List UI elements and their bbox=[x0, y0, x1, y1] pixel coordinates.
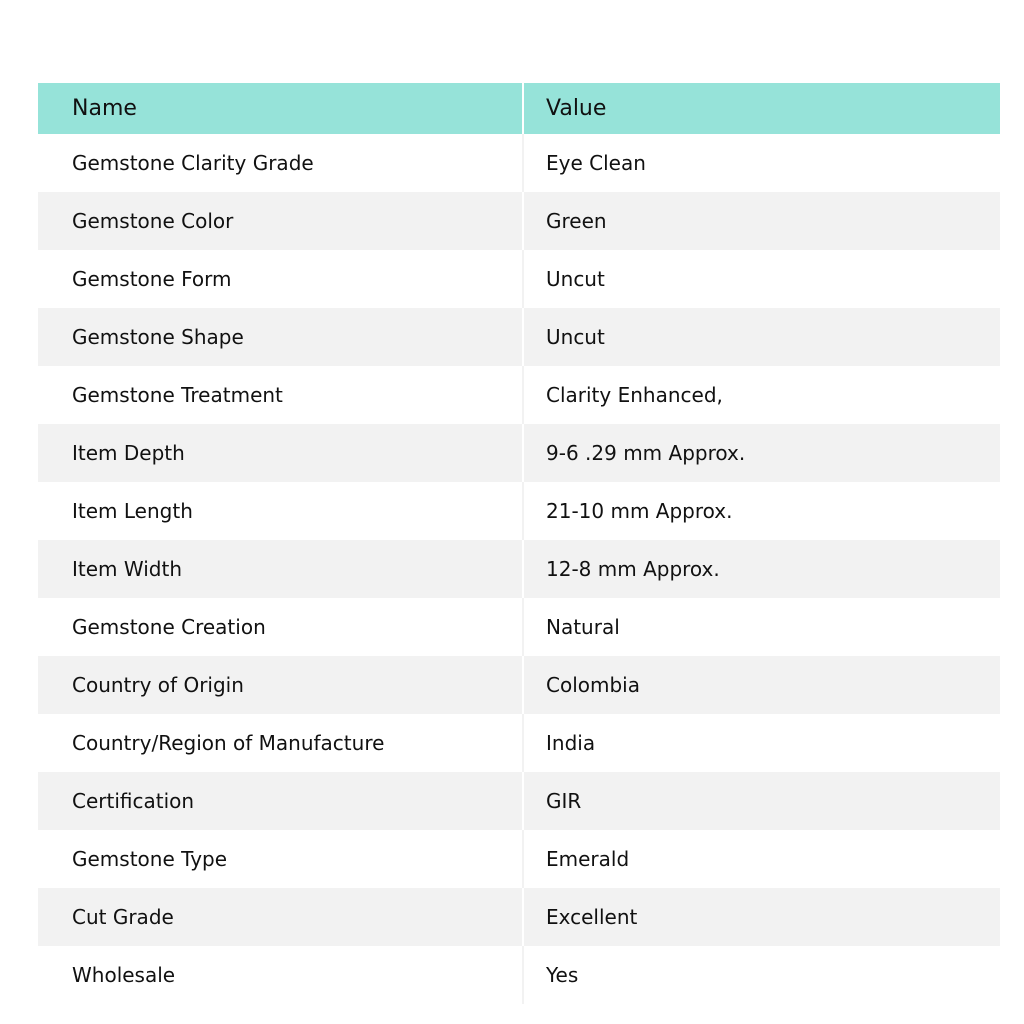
table-row bbox=[38, 830, 1000, 888]
row-name-cell: Gemstone Clarity Grade bbox=[38, 134, 523, 192]
column-header-name: Name bbox=[38, 83, 523, 134]
row-name-cell: Item Width bbox=[38, 540, 523, 598]
specifications-table bbox=[38, 83, 1000, 1004]
row-name-cell: Gemstone Color bbox=[38, 192, 523, 250]
row-name-cell: Gemstone Treatment bbox=[38, 366, 523, 424]
table-row bbox=[38, 714, 1000, 772]
row-value-cell: 9-6 .29 mm Approx. bbox=[523, 424, 1000, 482]
row-value-cell: India bbox=[523, 714, 1000, 772]
row-name-cell: Country/Region of Manufacture bbox=[38, 714, 523, 772]
row-name-cell: Cut Grade bbox=[38, 888, 523, 946]
table-row bbox=[38, 192, 1000, 250]
table-row bbox=[38, 366, 1000, 424]
table-row bbox=[38, 424, 1000, 482]
table-row bbox=[38, 656, 1000, 714]
table-row bbox=[38, 134, 1000, 192]
row-name-cell: Gemstone Form bbox=[38, 250, 523, 308]
row-name-cell: Wholesale bbox=[38, 946, 523, 1004]
table-row bbox=[38, 308, 1000, 366]
row-name-cell: Gemstone Type bbox=[38, 830, 523, 888]
table-row bbox=[38, 772, 1000, 830]
row-value-cell: 21-10 mm Approx. bbox=[523, 482, 1000, 540]
column-header-value: Value bbox=[523, 83, 1000, 134]
table-row bbox=[38, 482, 1000, 540]
table-body bbox=[38, 134, 1000, 1004]
table-header bbox=[38, 83, 1000, 134]
table-row bbox=[38, 946, 1000, 1004]
table-row bbox=[38, 888, 1000, 946]
row-name-cell: Item Length bbox=[38, 482, 523, 540]
row-name-cell: Item Depth bbox=[38, 424, 523, 482]
row-value-cell: Emerald bbox=[523, 830, 1000, 888]
table-row bbox=[38, 250, 1000, 308]
row-value-cell: Natural bbox=[523, 598, 1000, 656]
row-value-cell: Eye Clean bbox=[523, 134, 1000, 192]
row-value-cell: Clarity Enhanced, bbox=[523, 366, 1000, 424]
row-value-cell: Green bbox=[523, 192, 1000, 250]
row-value-cell: Uncut bbox=[523, 250, 1000, 308]
header-row bbox=[38, 83, 1000, 134]
row-name-cell: Certification bbox=[38, 772, 523, 830]
row-name-cell: Gemstone Shape bbox=[38, 308, 523, 366]
table-row bbox=[38, 540, 1000, 598]
row-name-cell: Country of Origin bbox=[38, 656, 523, 714]
row-value-cell: Excellent bbox=[523, 888, 1000, 946]
row-name-cell: Gemstone Creation bbox=[38, 598, 523, 656]
row-value-cell: Uncut bbox=[523, 308, 1000, 366]
table-row bbox=[38, 598, 1000, 656]
row-value-cell: Yes bbox=[523, 946, 1000, 1004]
row-value-cell: GIR bbox=[523, 772, 1000, 830]
row-value-cell: Colombia bbox=[523, 656, 1000, 714]
row-value-cell: 12-8 mm Approx. bbox=[523, 540, 1000, 598]
